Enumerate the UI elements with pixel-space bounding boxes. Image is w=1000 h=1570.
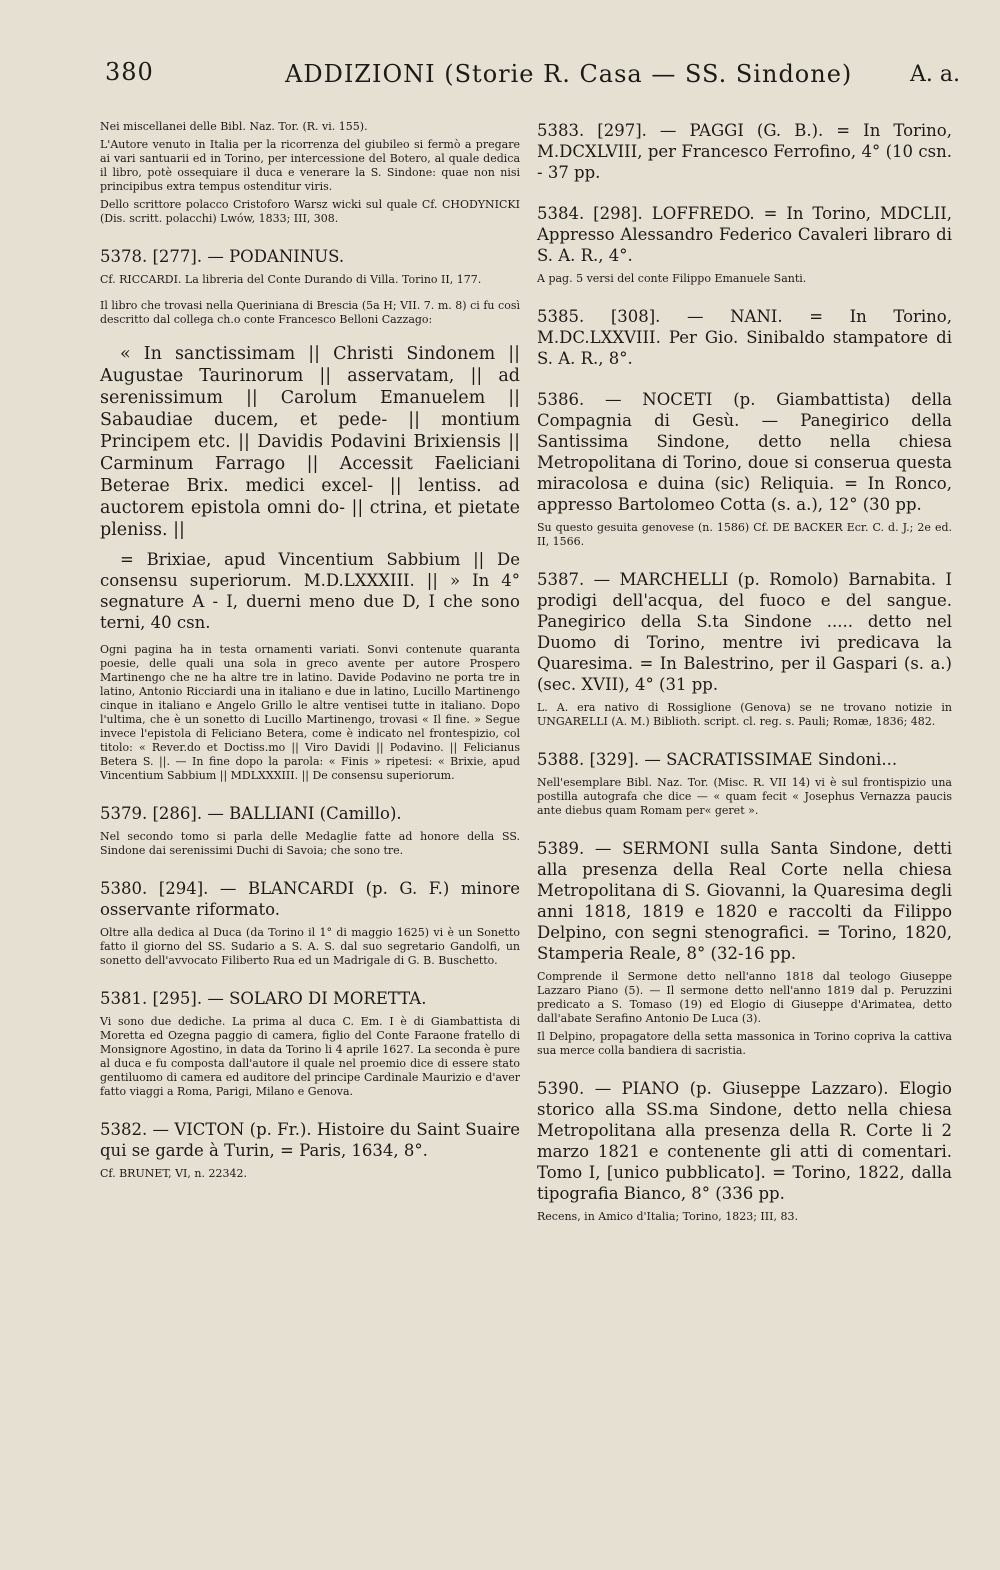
bibliographic-entry: 5388. [329]. — SACRATISSIMAE Sindoni...: [537, 750, 898, 769]
bibliographic-entry: 5389. — SERMONI sulla Santa Sindone, detti alla presenza della Real Corte nella chiesa Metropolitana di S. Giovanni, la Quaresima degli anni 1818, 1819 e 1820 e raccolti da Filippo Delpino, con segni stenografici. = Torino, 1820, Stamperia Reale, 8° (32-16 pp.: [537, 839, 952, 963]
note-paragraph: Ogni pagina ha in testa ornamenti variati. Sonvi contenute quaranta poesie, delle quali una sola in greco avente per autore Prospero Martinengo che ne ha altre tre in latino. Davide Podavino ne porta tre in latino, Antonio Ricciardi una in italiano e due in latino, Lucillo Martinengo cinque in italiano e Angelo Grillo le altre ventisei tutte in italiano. Dopo l'ultima, che è un sonetto di Lucillo Martinengo, trovasi « Il fine. » Segue invece l'epistola di Feliciano Betera, come è indicato nel frontespizio, col titolo: « Rever.do et Doctiss.mo || Viro Davidi || Podavino. || Felicianus Betera S. ||. — In fine dopo la parola: « Finis » ripetesi: « Brixie, apud Vincentium Sabbium || MDLXXXIII. || De consensu superiorum.: [100, 643, 520, 782]
title-transcription: « In sanctissimam || Christi Sindonem || Augustae Taurinorum || asservatam, || ad serenissimum || Carolum Emanuelem || Sabaudiae ducem, et pede- || montium Principem etc. || Davidis Podavini Brixiensis || Carminum Farrago || Accessit Faeliciani Beterae Brix. medici excel- || lentiss. ad auctorem epistola omni do- || ctrina, et pietate pleniss. ||: [100, 344, 520, 540]
note-paragraph: Il Delpino, propagatore della setta massonica in Torino copriva la cattiva sua merce colla bandiera di sacristia.: [537, 1030, 952, 1057]
bibliographic-entry: 5382. — VICTON (p. Fr.). Histoire du Saint Suaire qui se garde à Turin, = Paris, 1634, 8°.: [100, 1120, 520, 1160]
note-paragraph: L'Autore venuto in Italia per la ricorrenza del giubileo si fermò a pregare ai vari santuarii ed in Torino, per intercessione del Botero, al quale dedica il libro, potè ossequiare il duca e venerare la S. Sindone: quae non nisi principibus extra tempus ostenditur viris.: [100, 138, 520, 193]
page-header: [100, 58, 960, 102]
left-column: [100, 120, 520, 1185]
bibliographic-entry: 5379. [286]. — BALLIANI (Camillo).: [100, 804, 402, 823]
note-paragraph: Recens, in Amico d'Italia; Torino, 1823; III, 83.: [537, 1210, 798, 1223]
bibliographic-entry: 5383. [297]. — PAGGI (G. B.). = In Torino, M.DCXLVIII, per Francesco Ferrofino, 4° (10 csn. - 37 pp.: [537, 121, 952, 182]
bibliographic-entry: 5384. [298]. LOFFREDO. = In Torino, MDCLII, Appresso Alessandro Federico Cavaleri libraro di S. A. R., 4°.: [537, 204, 952, 265]
volume-marker: A. a.: [910, 62, 960, 87]
note-paragraph: L. A. era nativo di Rossiglione (Genova) se ne trovano notizie in UNGARELLI (A. M.) Biblioth. script. cl. reg. s. Pauli; Romæ, 1836; 482.: [537, 701, 952, 728]
note-paragraph: Vi sono due dediche. La prima al duca C. Em. I è di Giambattista di Moretta ed Ozegna paggio di camera, figlio del Conte Faraone fratello di Monsignore Agostino, in data da Torino li 4 aprile 1627. La seconda è pure al duca e fu composta dall'autore il quale nel proemio dice di essere stato gentiluomo di camera ed auditore del principe Cardinale Maurizio e d'aver fatto viaggi a Roma, Parigi, Milano e Genova.: [100, 1015, 520, 1098]
bibliographic-entry: 5390. — PIANO (p. Giuseppe Lazzaro). Elogio storico alla SS.ma Sindone, detto nella chiesa Metropolitana alla presenza della R. Corte li 2 marzo 1821 e contenente gli atti di comentari. Tomo I, [unico pubblicato]. = Torino, 1822, dalla tipografia Bianco, 8° (336 pp.: [537, 1079, 952, 1203]
bibliographic-entry: 5381. [295]. — SOLARO DI MORETTA.: [100, 989, 427, 1008]
right-column: [537, 120, 952, 1228]
bibliographic-entry: 5385. [308]. — NANI. = In Torino, M.DC.LXXVIII. Per Gio. Sinibaldo stampatore di S. A. R., 8°.: [537, 307, 952, 368]
bibliographic-entry: 5380. [294]. — BLANCARDI (p. G. F.) minore osservante riformato.: [100, 879, 520, 919]
note-paragraph: Comprende il Sermone detto nell'anno 1818 dal teologo Giuseppe Lazzaro Piano (5). — Il sermone detto nell'anno 1819 dal p. Peruzzini predicato a S. Tomaso (19) ed Elogio di Giuseppe d'Arimatea, detto dall'abate Serafino Antonio De Luca (3).: [537, 970, 952, 1025]
note-paragraph: Su questo gesuita genovese (n. 1586) Cf. DE BACKER Ecr. C. d. J.; 2e ed. II, 1566.: [537, 521, 952, 548]
note-paragraph: Dello scrittore polacco Cristoforo Warsz wicki sul quale Cf. CHODYNICKI (Dis. scritt. polacchi) Lwów, 1833; III, 308.: [100, 198, 520, 225]
running-title: ADDIZIONI (Storie R. Casa — SS. Sindone): [285, 60, 853, 88]
bibliographic-entry: 5378. [277]. — PODANINUS.: [100, 247, 345, 266]
note-paragraph: Nel secondo tomo si parla delle Medaglie fatte ad honore della SS. Sindone dai serenissimi Duchi di Savoia; che sono tre.: [100, 830, 520, 857]
note-paragraph: Nei miscellanei delle Bibl. Naz. Tor. (R. vi. 155).: [100, 120, 368, 133]
page-number: 380: [105, 58, 154, 86]
note-paragraph: Nell'esemplare Bibl. Naz. Tor. (Misc. R. VII 14) vi è sul frontispizio una postilla autografa che dice — « quam fecit « Josephus Vernazza paucis ante diebus quam Romam per« geret ».: [537, 776, 952, 817]
note-paragraph: Cf. RICCARDI. La libreria del Conte Durando di Villa. Torino II, 177.: [100, 273, 482, 286]
note-paragraph: Cf. BRUNET, VI, n. 22342.: [100, 1167, 247, 1180]
note-paragraph: A pag. 5 versi del conte Filippo Emanuele Santi.: [537, 272, 807, 285]
bibliographic-entry: 5387. — MARCHELLI (p. Romolo) Barnabita. I prodigi dell'acqua, del fuoco e del sangue. Panegirico della S.ta Sindone ..... detto nel Duomo di Torino, mentre ivi predicava la Quaresima. = In Balestrino, per il Gaspari (s. a.) (sec. XVII), 4° (31 pp.: [537, 570, 952, 694]
imprint-line: = Brixiae, apud Vincentium Sabbium || De consensu superiorum. M.D.LXXXIII. || » In 4° segnature A - I, duerni meno due D, I che sono terni, 40 csn.: [100, 550, 520, 632]
note-paragraph: Oltre alla dedica al Duca (da Torino il 1° di maggio 1625) vi è un Sonetto fatto il giorno del SS. Sudario a S. A. S. dal suo segretario Gandolfi, un sonetto dell'avvocato Filiberto Rua ed un Madrigale di G. B. Buschetto.: [100, 926, 520, 967]
bibliographic-entry: 5386. — NOCETI (p. Giambattista) della Compagnia di Gesù. — Panegirico della Santissima Sindone, detto nella chiesa Metropolitana di Torino, doue si conserua questa miracolosa e duina (sic) Reliquia. = In Ronco, appresso Bartolomeo Cotta (s. a.), 12° (30 pp.: [537, 390, 952, 514]
note-paragraph: Il libro che trovasi nella Queriniana di Brescia (5a H; VII. 7. m. 8) ci fu così descritto dal collega ch.o conte Francesco Belloni Cazzago:: [100, 299, 520, 326]
